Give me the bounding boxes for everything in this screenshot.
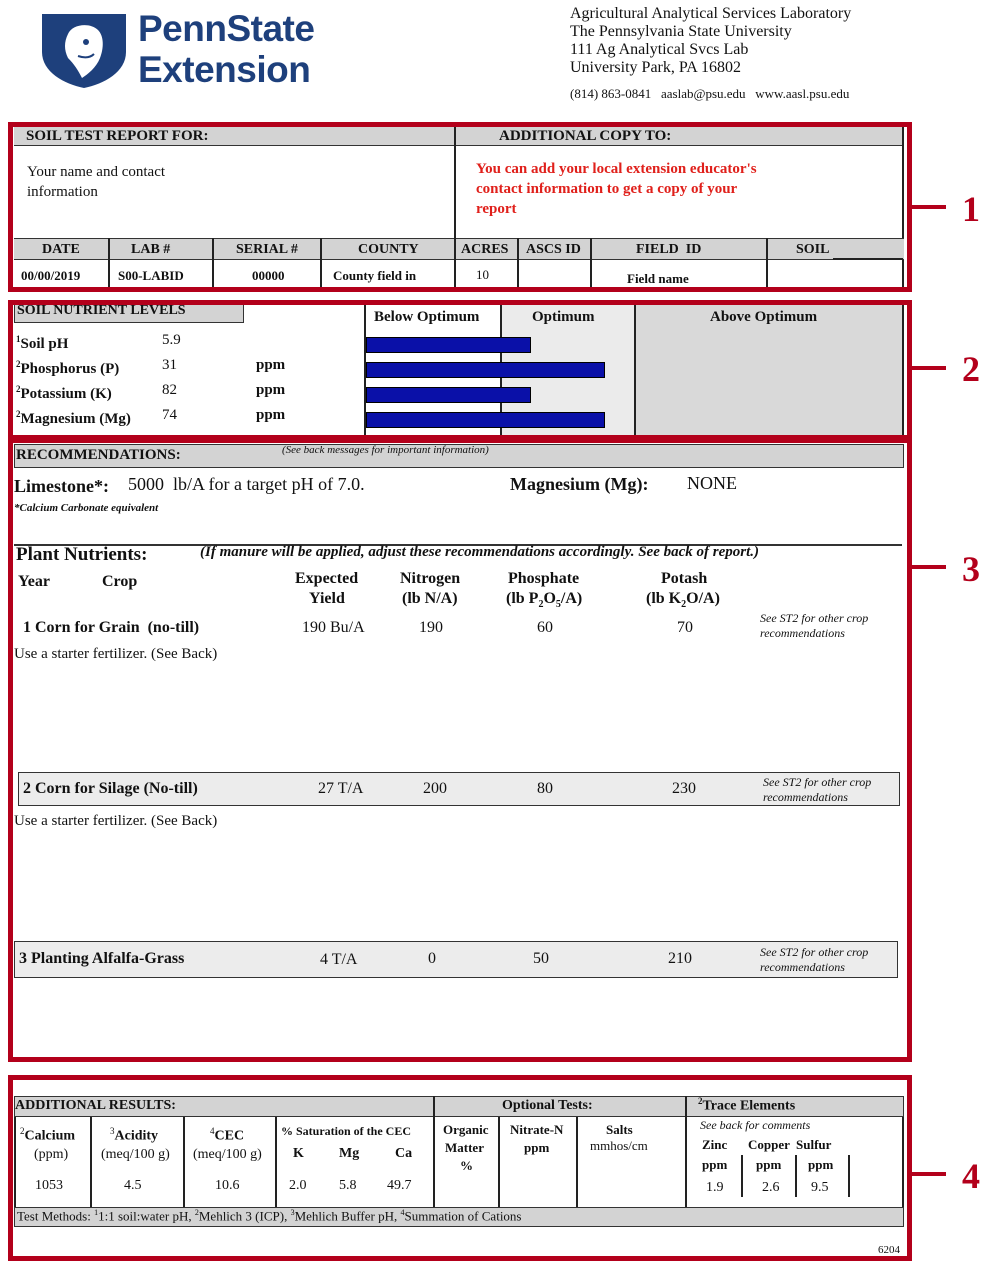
col-expected-yield-2: Yield: [309, 590, 345, 607]
value-date: 00/00/2019: [21, 268, 81, 283]
crop-3-potash: 210: [668, 950, 692, 967]
nutrient-name-0: $^1$Soil pH: [16, 334, 69, 352]
trace-note: See back for comments: [700, 1118, 811, 1132]
crop-2-note-1: See ST2 for other crop: [763, 775, 872, 789]
acidity-label: $^3$Acidity: [110, 1126, 159, 1144]
calcium-carbonate-note: *Calcium Carbonate equivalent: [14, 502, 159, 514]
col-acres: ACRES: [461, 242, 509, 257]
saturation-label: % Saturation of the CEC: [281, 1124, 412, 1138]
crop-3-note-1: See ST2 for other crop: [760, 945, 869, 959]
nutrient-name-3: $^2$Magnesium (Mg): [16, 409, 131, 427]
crop-1-message: Use a starter fertilizer. (See Back): [14, 646, 218, 662]
crop-1-label: 1 Corn for Grain (no-till): [23, 619, 200, 636]
cec-label: $^4$CEC: [210, 1126, 245, 1144]
lab-name: Agricultural Analytical Services Laboratory: [570, 5, 852, 22]
value-sat-ca: 49.7: [387, 1178, 412, 1193]
organic-matter-3: %: [460, 1158, 473, 1173]
optional-tests-label: Optional Tests:: [502, 1098, 593, 1113]
university-name: The Pennsylvania State University: [570, 23, 792, 40]
callout-number-4: 4: [962, 1156, 980, 1196]
additional-results-title: ADDITIONAL RESULTS:: [15, 1098, 176, 1113]
sulfur-label: Sulfur: [796, 1137, 832, 1152]
form-number: 6204: [878, 1244, 900, 1256]
col-phosphate-2: (lb $P_2O_5/A$): [506, 590, 583, 611]
crop-3-label: 3 Planting Alfalfa-Grass: [19, 950, 185, 967]
value-copper: 2.6: [762, 1180, 780, 1195]
value-acres: 10: [476, 267, 489, 282]
trace-elements-label: $^2$Trace Elements: [698, 1096, 796, 1114]
callout-number-3: 3: [962, 549, 980, 589]
nutrient-value-0: 5.9: [162, 332, 181, 348]
salts-label: Salts: [606, 1122, 633, 1137]
nutrient-unit-2: ppm: [256, 382, 286, 398]
nutrient-name-1: $^2$Phosphorus (P): [16, 359, 120, 377]
value-acidity: 4.5: [124, 1178, 142, 1193]
lab-address2: University Park, PA 16802: [570, 59, 741, 76]
value-sat-k: 2.0: [289, 1178, 307, 1193]
crop-2-note-2: recommendations: [763, 790, 848, 804]
calcium-unit: (ppm): [34, 1147, 69, 1162]
value-field-id: Field name: [627, 271, 689, 286]
value-calcium: 1053: [35, 1178, 63, 1193]
magnesium-label: Magnesium (Mg):: [510, 474, 649, 494]
crop-3-nitrogen: 0: [428, 950, 436, 967]
limestone-label: Limestone*:: [14, 476, 109, 496]
value-cec: 10.6: [215, 1178, 240, 1193]
callout-number-2: 2: [962, 349, 980, 389]
crop-1-potash: 70: [677, 619, 693, 636]
col-soil: SOIL: [796, 242, 830, 257]
callout-line-2: [912, 366, 946, 370]
optimum-label: Optimum: [532, 309, 595, 325]
col-year: Year: [18, 573, 50, 590]
nutrient-unit-3: ppm: [256, 407, 286, 423]
value-lab-number: S00-LABID: [118, 268, 184, 283]
organic-matter-1: Organic: [443, 1122, 489, 1137]
test-methods-text: Test Methods: $^1$1:1 soil:water pH, $^2$Mehlich 3 (ICP), $^3$Mehlich Buffer pH, $^4$Summation of Cations: [17, 1208, 522, 1224]
value-zinc: 1.9: [706, 1180, 724, 1195]
crop-2-phosphate: 80: [537, 780, 553, 797]
above-optimum-label: Above Optimum: [710, 309, 818, 325]
nutrient-value-3: 74: [162, 407, 177, 423]
limestone-value: 5000 lb/A for a target pH of 7.0.: [128, 474, 365, 494]
manure-note: (If manure will be applied, adjust these recommendations accordingly. See back of report.): [200, 544, 759, 560]
magnesium-value: NONE: [687, 473, 737, 493]
nutrient-value-1: 31: [162, 357, 177, 373]
saturation-mg: Mg: [339, 1146, 360, 1161]
back-messages-note: (See back messages for important information): [282, 444, 489, 456]
org-name-line1: PennState: [138, 8, 315, 49]
crop-2-yield: 27 T/A: [318, 780, 364, 797]
zinc-unit: ppm: [702, 1157, 728, 1172]
callout-box-1: [8, 122, 912, 292]
recommendations-title: RECOMMENDATIONS:: [16, 447, 181, 463]
col-potash-2: (lb $K_2O/A$): [646, 590, 720, 611]
callout-line-4: [912, 1172, 946, 1176]
callout-line-1: [912, 205, 946, 209]
zinc-label: Zinc: [702, 1137, 728, 1152]
nitrate-unit: ppm: [524, 1140, 550, 1155]
saturation-ca: Ca: [395, 1146, 413, 1161]
nutrient-value-2: 82: [162, 382, 177, 398]
crop-1-phosphate: 60: [537, 619, 553, 636]
col-expected-yield-1: Expected: [295, 570, 359, 587]
additional-copy-label: ADDITIONAL COPY TO:: [499, 128, 672, 144]
copy-note-line2: contact information to get a copy of your: [476, 181, 738, 197]
nutrient-name-2: $^2$Potassium (K): [16, 384, 112, 402]
penn-state-shield-logo: [38, 12, 130, 88]
lab-contact: (814) 863-0841 aaslab@psu.edu www.aasl.psu.edu: [570, 86, 850, 101]
nutrient-unit-1: ppm: [256, 357, 286, 373]
copper-unit: ppm: [756, 1157, 782, 1172]
col-county: COUNTY: [358, 242, 419, 257]
value-county: County field in: [333, 268, 417, 283]
col-nitrogen-2: (lb N/A): [402, 590, 458, 607]
nutrient-level-bar-2: [366, 387, 531, 403]
salts-unit: mmhos/cm: [590, 1138, 648, 1153]
crop-2-nitrogen: 200: [423, 780, 447, 797]
col-ascs-id: ASCS ID: [526, 242, 581, 257]
value-sulfur: 9.5: [811, 1180, 829, 1195]
nutrient-levels-title: SOIL NUTRIENT LEVELS: [17, 303, 186, 318]
col-field-id: FIELD ID: [636, 242, 702, 257]
lab-address1: 111 Ag Analytical Svcs Lab: [570, 41, 749, 58]
nutrient-level-bar-0: [366, 337, 531, 353]
crop-3-phosphate: 50: [533, 950, 549, 967]
crop-2-label: 2 Corn for Silage (No-till): [23, 780, 198, 797]
col-phosphate-1: Phosphate: [508, 570, 580, 587]
cec-unit: (meq/100 g): [193, 1147, 262, 1162]
callout-line-3: [912, 565, 946, 569]
copy-note-line1: You can add your local extension educator's: [476, 161, 757, 177]
recipient-name-line1: Your name and contact: [27, 164, 166, 180]
crop-3-yield: 4 T/A: [320, 951, 358, 968]
sulfur-unit: ppm: [808, 1157, 834, 1172]
col-date: DATE: [42, 242, 80, 257]
col-potash-1: Potash: [661, 570, 708, 587]
below-optimum-label: Below Optimum: [374, 309, 480, 325]
copy-note-line3: report: [476, 201, 517, 217]
copper-label: Copper: [748, 1137, 790, 1152]
col-lab-number: LAB #: [131, 242, 171, 257]
value-serial-number: 00000: [252, 268, 285, 283]
crop-1-note-2: recommendations: [760, 626, 845, 640]
org-name-line2: Extension: [138, 49, 311, 90]
crop-3-note-2: recommendations: [760, 960, 845, 974]
crop-1-nitrogen: 190: [419, 619, 443, 636]
plant-nutrients-label: Plant Nutrients:: [16, 544, 148, 565]
col-crop: Crop: [102, 573, 138, 590]
recipient-name-line2: information: [27, 184, 98, 200]
crop-1-note-1: See ST2 for other crop: [760, 611, 869, 625]
acidity-unit: (meq/100 g): [101, 1147, 170, 1162]
crop-2-potash: 230: [672, 780, 696, 797]
nutrient-level-bar-1: [366, 362, 605, 378]
col-serial-number: SERIAL #: [236, 242, 298, 257]
crop-2-message: Use a starter fertilizer. (See Back): [14, 813, 218, 829]
organic-matter-2: Matter: [445, 1140, 484, 1155]
nitrate-label: Nitrate-N: [510, 1122, 564, 1137]
saturation-k: K: [293, 1146, 304, 1161]
report-for-label: SOIL TEST REPORT FOR:: [26, 128, 209, 144]
col-nitrogen-1: Nitrogen: [400, 570, 461, 587]
callout-number-1: 1: [962, 189, 980, 229]
nutrient-level-bar-3: [366, 412, 605, 428]
crop-1-yield: 190 Bu/A: [302, 619, 365, 636]
value-sat-mg: 5.8: [339, 1178, 357, 1193]
calcium-label: $^2$Calcium: [20, 1126, 76, 1144]
